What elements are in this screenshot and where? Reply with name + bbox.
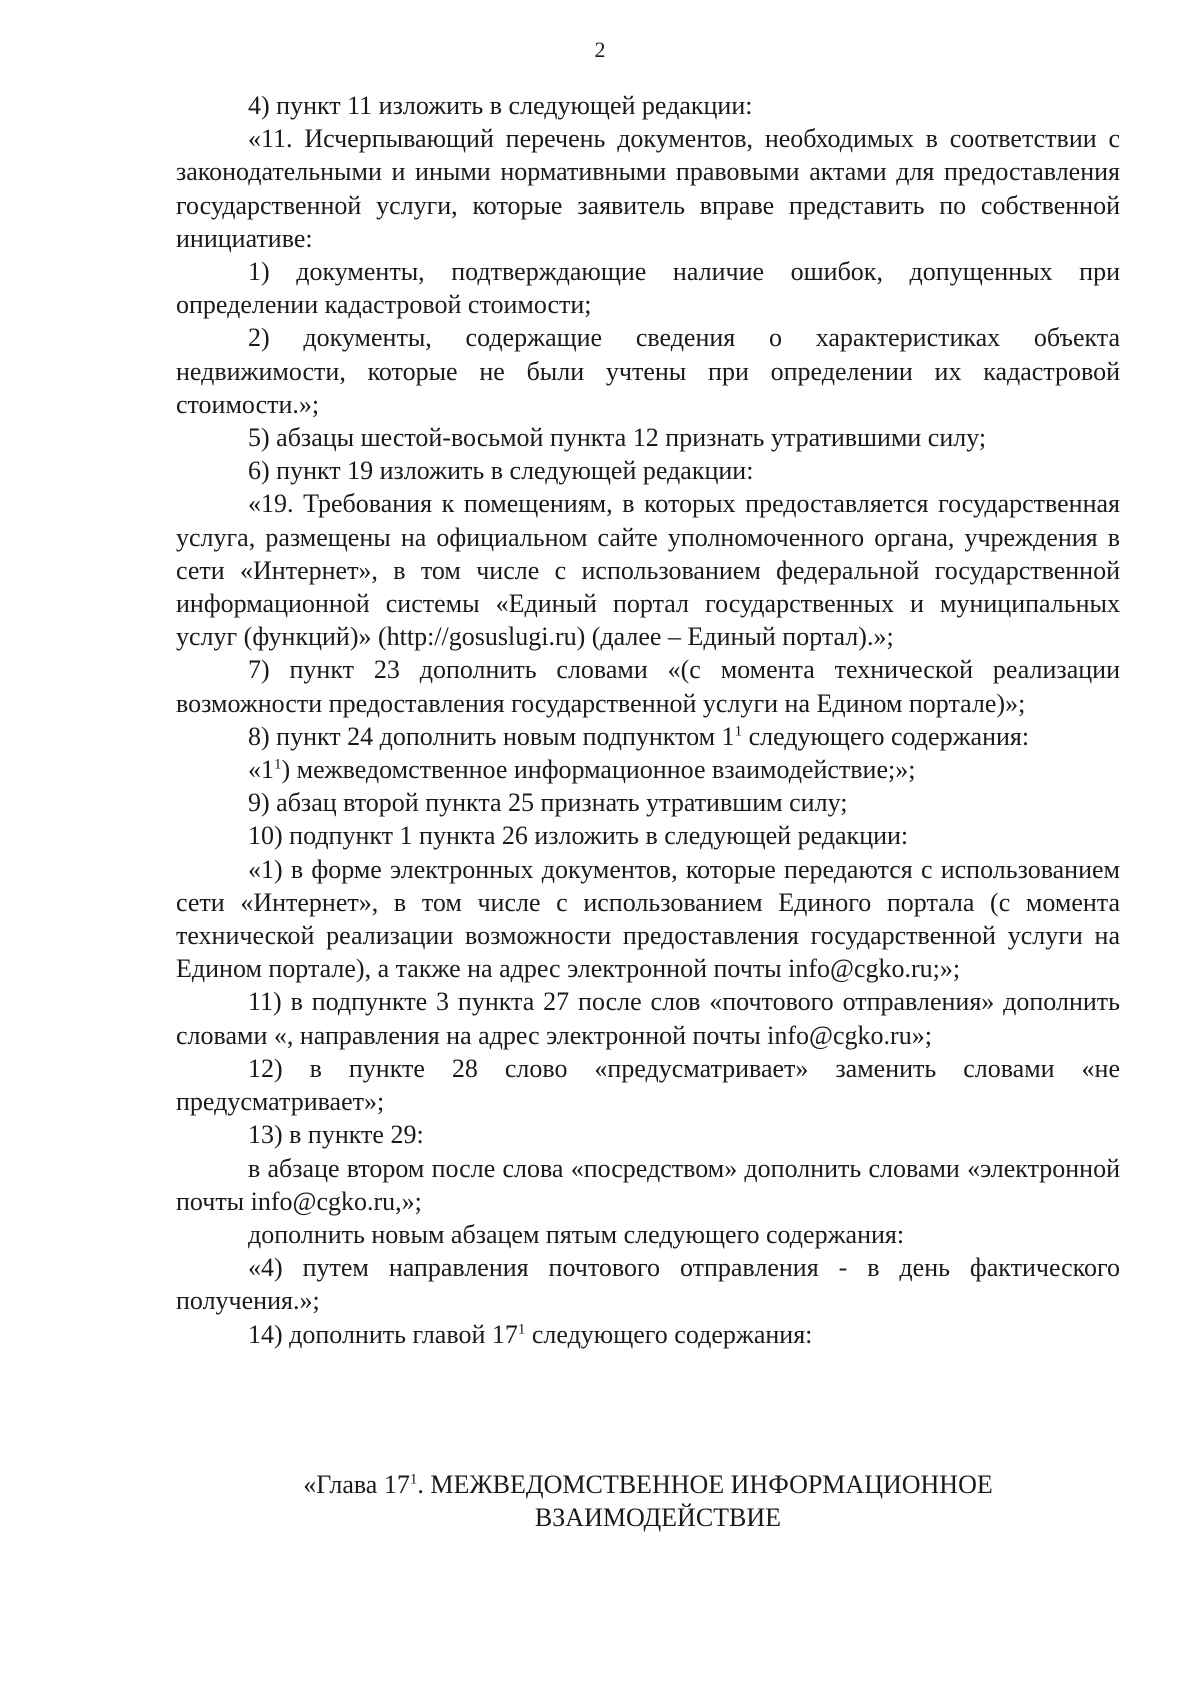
paragraph: 9) абзац второй пункта 25 признать утратившим силу; — [248, 788, 848, 818]
paragraph: 13) в пункте 29: — [248, 1120, 424, 1150]
paragraph: в абзаце втором после слова «посредством» дополнить словами «электронной почты info@cgko.ru,»; — [176, 1153, 1120, 1216]
paragraph-text: следующего содержания: — [525, 1319, 813, 1349]
paragraph: «4) путем направления почтового отправления - в день фактического получения.»; — [176, 1253, 1120, 1316]
paragraph: 2) документы, содержащие сведения о характеристиках объекта недвижимости, которые не были учтены при определении их кадастровой стоимости.»; — [176, 323, 1120, 419]
heading-text: . МЕЖВЕДОМСТВЕННОЕ ИНФОРМАЦИОННОЕ — [417, 1470, 993, 1499]
superscript: 1 — [409, 1471, 418, 1488]
paragraph: 6) пункт 19 изложить в следующей редакции: — [248, 456, 754, 486]
paragraph: 1) документы, подтверждающие наличие ошибок, допущенных при определении кадастровой стоимости; — [176, 257, 1120, 320]
paragraph: дополнить новым абзацем пятым следующего содержания: — [248, 1219, 905, 1249]
chapter-heading-line-2: ВЗАИМОДЕЙСТВИЕ — [534, 1503, 782, 1532]
superscript: 1 — [734, 723, 743, 740]
paragraph-text: ) межведомственное информационное взаимодействие;»; — [281, 755, 916, 785]
paragraph-text: 8) пункт 24 дополнить новым подпунктом 1 — [248, 721, 735, 751]
paragraph: «1) в форме электронных документов, которые передаются с использованием сети «Интернет», в том числе с использованием Единого портала (с момента технической реализации возможности предоставления государственной услуги на Едином портале), а также на адрес электронной почты info@cgko.ru;»; — [176, 854, 1120, 984]
paragraph — [176, 1318, 1120, 1351]
paragraph-text: 14) дополнить главой 17 — [248, 1319, 518, 1349]
superscript: 1 — [274, 756, 282, 773]
paragraph: 4) пункт 11 изложить в следующей редакции: — [248, 91, 753, 120]
heading-text: «Глава 17 — [303, 1470, 410, 1499]
paragraph-text: «1 — [248, 755, 274, 785]
paragraph — [176, 753, 1120, 786]
paragraph: «19. Требования к помещениям, в которых предоставляется государственная услуга, размещены на официальном сайте уполномоченного органа, учреждения в сети «Интернет», в том числе с использованием федеральной государственной информационной системы «Единый портал государственных и муниципальных услуг (функций)» (http://gosuslugi.ru) (далее – Единый портал).»; — [176, 489, 1120, 652]
paragraph — [176, 720, 1120, 753]
superscript: 1 — [517, 1320, 526, 1337]
paragraph-text: следующего содержания: — [742, 721, 1030, 751]
document-body — [176, 89, 1120, 1351]
page-number: 2 — [594, 37, 606, 62]
paragraph: 5) абзацы шестой-восьмой пункта 12 признать утратившими силу; — [248, 423, 987, 453]
paragraph: 7) пункт 23 дополнить словами «(с момента технической реализации возможности предоставления государственной услуги на Едином портале)»; — [176, 655, 1120, 718]
paragraph: 10) подпункт 1 пункта 26 изложить в следующей редакции: — [248, 821, 909, 851]
chapter-heading-line-1 — [176, 1468, 1120, 1501]
paragraph: 12) в пункте 28 слово «предусматривает» заменить словами «не предусматривает»; — [176, 1053, 1120, 1117]
chapter-heading — [176, 1468, 1120, 1534]
paragraph: «11. Исчерпывающий перечень документов, необходимых в соответствии с законодательными и иными нормативными правовыми актами для предоставления государственной услуги, которые заявитель вправе представить по собственной инициативе: — [176, 124, 1120, 253]
paragraph: 11) в подпункте 3 пункта 27 после слов «почтового отправления» дополнить словами «, направления на адрес электронной почты info@cgko.ru»; — [176, 987, 1120, 1050]
